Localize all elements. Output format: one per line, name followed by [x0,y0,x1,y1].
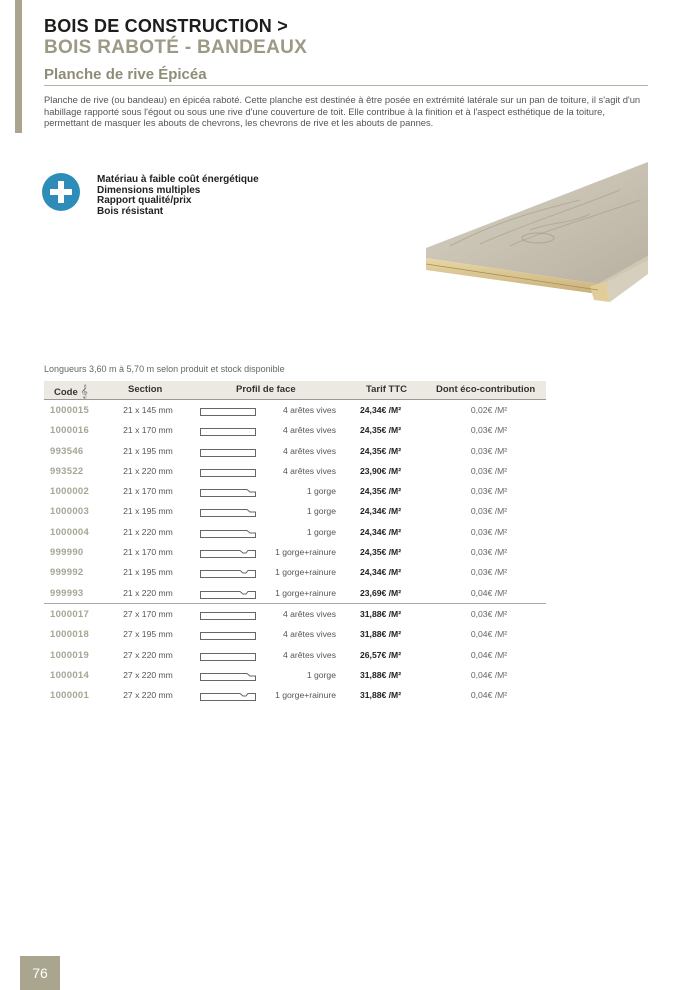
lengths-note: Longueurs 3,60 m à 5,70 m selon produit et stock disponible [44,364,285,374]
feature-item: Bois résistant [97,205,164,217]
profile-cell: 1 gorge+rainure [275,587,336,598]
feature-item: Dimensions multiples [97,184,201,196]
header-eco: Dont éco-contribution [436,384,536,395]
category-heading: BOIS DE CONSTRUCTION > [44,16,288,36]
section-cell: 27 x 170 mm [123,608,173,619]
table-row [44,624,546,644]
header-code-cell [54,384,88,399]
profile-cell: 4 arêtes vives [282,405,336,415]
product-code: 993522 [50,465,84,477]
table-row [44,522,546,542]
profile-cell: 1 gorge [306,526,336,537]
table-row [44,420,546,440]
price-cell: 26,57€ /M² [360,649,402,660]
product-code: 993546 [50,445,84,457]
product-code: 1000001 [50,690,90,702]
product-code: 1000002 [50,486,90,498]
section-cell: 21 x 220 mm [123,465,173,476]
product-code: 999992 [50,567,84,579]
eco-contribution-cell: 0,04€ /M² [470,587,508,598]
eco-contribution-cell: 0,03€ /M² [470,486,508,497]
table-row [44,542,546,562]
eco-contribution-cell: 0,04€ /M² [470,669,508,680]
title-divider [44,85,648,86]
eco-contribution-cell: 0,03€ /M² [470,547,508,558]
eco-contribution-cell: 0,03€ /M² [470,567,508,578]
section-cell: 27 x 220 mm [123,649,173,660]
price-cell: 24,34€ /M² [360,405,402,415]
profile-cell: 1 gorge [306,486,336,497]
feature-item: Matériau à faible coût énergétique [97,174,259,185]
price-cell: 24,35€ /M² [360,547,402,558]
feature-list [97,175,259,217]
table-row [44,583,546,603]
header-profile: Profil de face [236,384,296,395]
product-title: Planche de rive Épicéa [44,66,207,83]
product-code: 999990 [50,547,84,559]
accent-bar [15,0,22,133]
treble-clef-icon: 𝄞 [80,384,88,398]
product-code: 1000015 [50,405,90,416]
product-description: Planche de rive (ou bandeau) en épicéa raboté. Cette planche est destinée à être posée en extrémité latérale sur un pan de toiture, il s'agit d'un habillage rapporté sous l'égout ou sous une rive d'une couverture de toit. Elle contribue à la finition et à l'aspect esthétique de la toiture, permettant de masquer les abouts de chevrons, les chevrons de rive et les abouts de pannes. [44,94,641,128]
product-code: 1000019 [50,649,90,661]
table-row [44,441,546,461]
price-cell: 31,88€ /M² [360,669,402,680]
price-cell: 31,88€ /M² [360,690,402,701]
eco-contribution-cell: 0,03€ /M² [470,526,508,537]
feature-item: Rapport qualité/prix [97,195,192,206]
eco-contribution-cell: 0,04€ /M² [470,649,508,660]
table-row [44,481,546,501]
price-cell: 24,34€ /M² [360,526,402,537]
profile-cell: 1 gorge+rainure [275,690,336,701]
table-row [44,685,546,705]
price-cell: 24,35€ /M² [360,486,402,497]
section-cell: 21 x 145 mm [123,405,173,415]
product-code: 1000018 [50,629,90,641]
profile-cell: 1 gorge [306,506,336,517]
eco-contribution-cell: 0,04€ /M² [470,629,508,640]
price-cell: 24,34€ /M² [360,506,402,517]
profile-cell: 4 arêtes vives [282,465,336,476]
product-code: 1000016 [50,425,90,437]
table-header [44,381,546,400]
price-cell: 23,69€ /M² [360,587,402,598]
section-cell: 21 x 170 mm [123,486,173,497]
eco-contribution-cell: 0,03€ /M² [470,465,508,476]
eco-contribution-cell: 0,04€ /M² [470,690,508,701]
product-code: 999993 [50,587,84,599]
section-cell: 27 x 220 mm [123,690,173,701]
section-cell: 21 x 170 mm [123,425,173,436]
section-cell: 21 x 195 mm [123,567,173,578]
price-cell: 24,35€ /M² [360,445,402,456]
section-cell: 21 x 220 mm [123,587,173,598]
section-cell: 27 x 220 mm [123,669,173,680]
eco-contribution-cell: 0,03€ /M² [470,425,508,436]
price-cell: 31,88€ /M² [360,608,402,619]
eco-contribution-cell: 0,03€ /M² [470,506,508,517]
profile-cell: 1 gorge+rainure [275,547,336,558]
table-row [44,645,546,665]
profile-cell: 4 arêtes vives [282,445,336,456]
eco-contribution-cell: 0,02€ /M² [470,405,508,415]
profile-cell: 4 arêtes vives [282,629,336,640]
table-row [44,461,546,481]
product-code: 1000014 [50,669,90,681]
price-cell: 24,35€ /M² [360,425,402,436]
section-cell: 21 x 195 mm [123,506,173,517]
plus-icon [42,173,80,211]
header-code: Code [54,387,78,398]
price-cell: 23,90€ /M² [360,465,402,476]
product-code: 1000003 [50,506,90,518]
product-image [420,160,650,310]
product-code: 1000004 [50,526,90,538]
table-row [44,400,546,420]
page-number-box [20,956,60,990]
header-tarif: Tarif TTC [366,384,407,395]
price-cell: 24,34€ /M² [360,567,402,578]
profile-cell: 1 gorge+rainure [275,567,336,578]
subcategory-heading: BOIS RABOTÉ - BANDEAUX [44,37,308,58]
eco-contribution-cell: 0,03€ /M² [470,608,508,619]
table-row [44,603,546,624]
profile-cell: 4 arêtes vives [282,649,336,660]
price-table [44,400,546,705]
product-code: 1000017 [50,608,90,620]
profile-cell: 4 arêtes vives [282,425,336,436]
profile-cell: 1 gorge [306,669,336,680]
table-row [44,562,546,582]
table-row [44,665,546,685]
profile-cell: 4 arêtes vives [282,608,336,619]
section-cell: 21 x 170 mm [123,547,173,558]
price-cell: 31,88€ /M² [360,629,402,640]
header-section: Section [128,384,163,395]
section-cell: 27 x 195 mm [123,629,173,640]
section-cell: 21 x 220 mm [123,526,173,537]
table-row [44,501,546,521]
eco-contribution-cell: 0,03€ /M² [470,445,508,456]
page-number: 76 [32,965,48,981]
section-cell: 21 x 195 mm [123,445,173,456]
